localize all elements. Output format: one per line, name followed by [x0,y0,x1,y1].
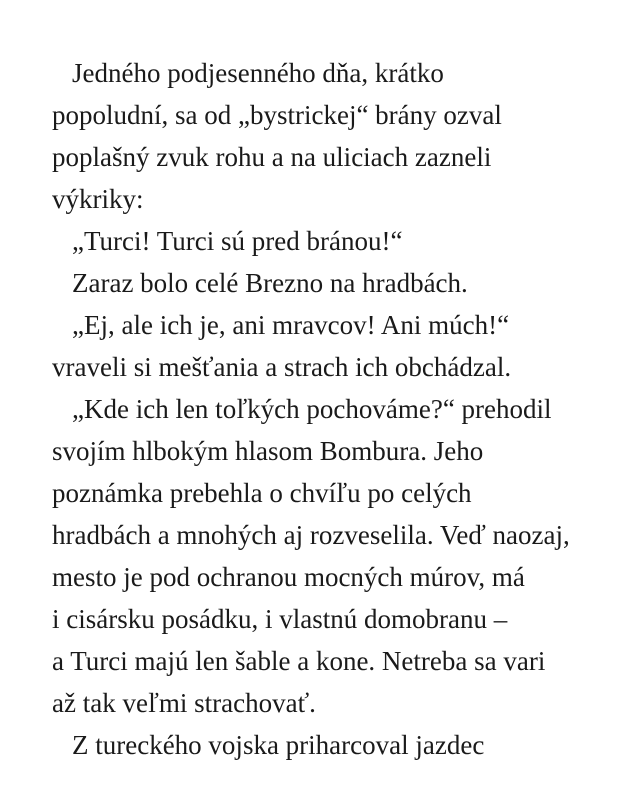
text-line: Z tureckého vojska priharcoval jazdec [72,730,485,760]
text-line: i cisársku posádku, i vlastnú domobranu – [52,604,508,634]
text-line: poplašný zvuk rohu a na uliciach zazneli [52,142,492,172]
text-line: poznámka prebehla o chvíľu po celých [52,478,472,508]
text-line: svojím hlbokým hlasom Bombura. Jeho [52,436,484,466]
text-line: Zaraz bolo celé Brezno na hradbách. [72,268,468,298]
text-line: výkriky: [52,184,144,214]
text-line: „Ej, ale ich je, ani mravcov! Ani múch!“ [72,310,510,340]
text-line: a Turci majú len šable a kone. Netreba sa vari [52,646,546,676]
text-line: popoludní, sa od „bystrickej“ brány ozval [52,100,502,130]
book-page-text [52,52,592,766]
text-line: „Turci! Turci sú pred bránou!“ [72,226,403,256]
text-line: „Kde ich len toľkých pochováme?“ prehodil [72,394,552,424]
text-line: až tak veľmi strachovať. [52,688,316,718]
text-line: hradbách a mnohých aj rozveselila. Veď naozaj, [52,520,570,550]
text-line: mesto je pod ochranou mocných múrov, má [52,562,525,592]
text-line: Jedného podjesenného dňa, krátko [72,58,444,88]
text-line: vraveli si mešťania a strach ich obchádzal. [52,352,512,382]
